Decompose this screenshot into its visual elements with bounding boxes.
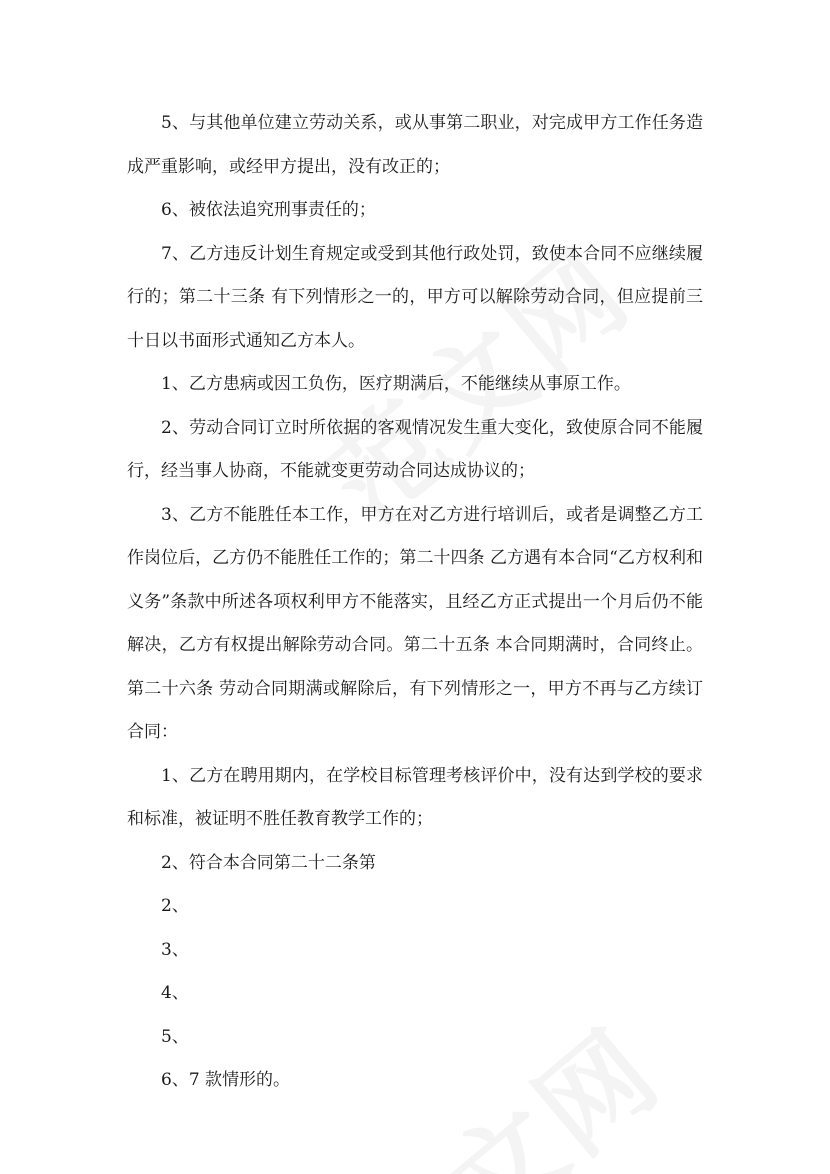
paragraph: 2、 xyxy=(161,896,189,916)
paragraph: 1、乙方患病或因工负伤，医疗期满后，不能继续从事原工作。 xyxy=(161,374,631,394)
paragraph: 5、 xyxy=(161,1026,189,1047)
paragraph: 5、与其他单位建立劳动关系，或从事第二职业，对完成甲方工作任务造成严重影响，或经甲方提出，没有改正的； xyxy=(127,113,703,177)
paragraph: 7、乙方违反计划生育规定或受到其他行政处罚，致使本合同不应继续履行的；第二十三条 有下列情形之一的，甲方可以解除劳动合同，但应提前三十日以书面形式通知乙方本人。 xyxy=(127,243,703,351)
paragraph: 3、 xyxy=(161,939,189,960)
paragraph: 6、被依法追究刑事责任的； xyxy=(161,200,376,220)
paragraph: 2、劳动合同订立时所依据的客观情况发生重大变化，致使原合同不能履行，经当事人协商，不能就变更劳动合同达成协议的； xyxy=(127,417,703,481)
paragraph: 3、乙方不能胜任本工作，甲方在对乙方进行培训后，或者是调整乙方工作岗位后，乙方仍不能胜任工作的；第二十四条 乙方遇有本合同“乙方权利和义务”条款中所述各项权利甲方不能落实，且经乙方正式提出一个月后仍不能解决，乙方有权提出解除劳动合同。第二十五条 本合同期满时，合同终止。第二十六条 劳动合同期满或解除后，有下列情形之一，甲方不再与乙方续订合同： xyxy=(127,504,703,742)
paragraph: 2、符合本合同第二十二条第 xyxy=(161,852,376,873)
paragraph: 1、乙方在聘用期内，在学校目标管理考核评价中，没有达到学校的要求和标准，被证明不胜任教育教学工作的； xyxy=(127,765,703,829)
paragraph: 6、7 款情形的。 xyxy=(161,1070,291,1090)
document-body xyxy=(127,102,703,1103)
paragraph: 4、 xyxy=(161,983,189,1003)
